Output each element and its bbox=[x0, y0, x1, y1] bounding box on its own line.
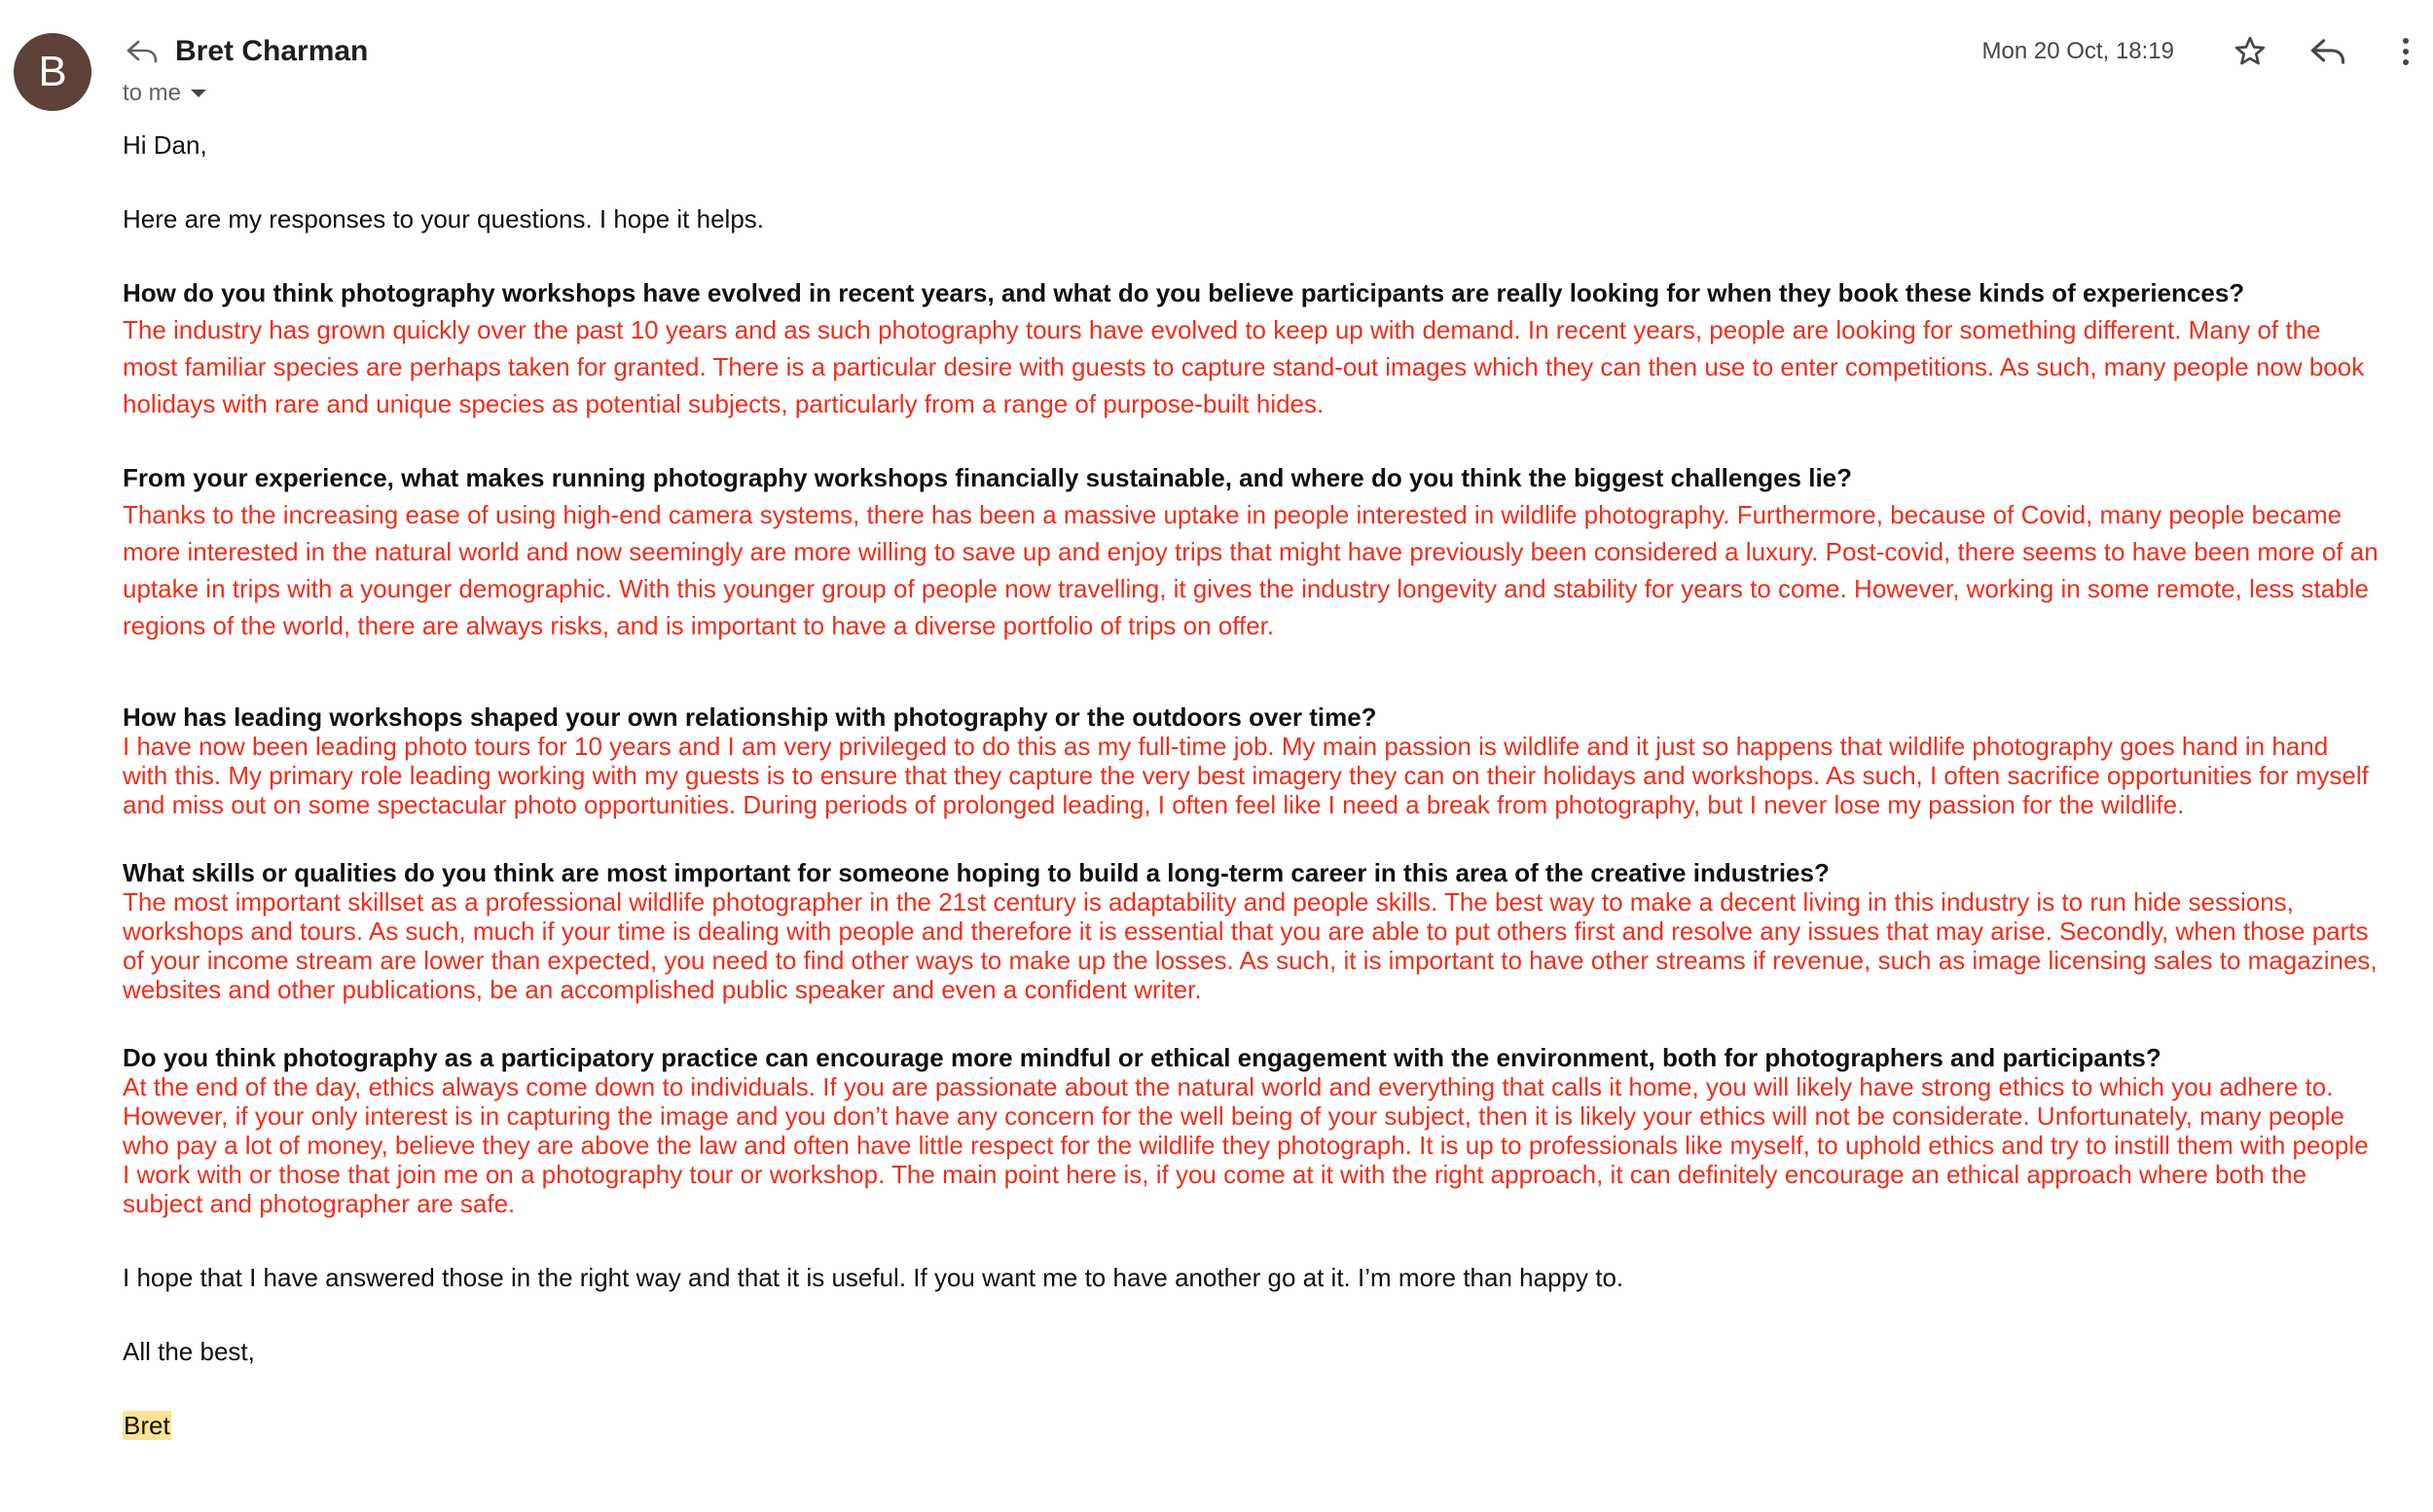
answer-3-line: I have now been leading photo tours for 10 years and I am very privileged to do this as my full-time job. My main passion is wildlife and it just so happens that wildlife photography goes hand in hand bbox=[123, 732, 2329, 761]
answer-4-line: of your income stream are lower than expected, you need to find other ways to make up the losses. As such, it is important to have other streams if revenue, such as image licensing sales to magazines, bbox=[123, 946, 2378, 975]
reply-icon[interactable] bbox=[2301, 27, 2355, 76]
greeting: Hi Dan, bbox=[123, 130, 207, 160]
answer-3-line: and miss out on some spectacular photo opportunities. During periods of prolonged leading, I often feel like I need a break from photography, but I never lose my passion for the wildlife. bbox=[123, 790, 2185, 819]
answer-5-line: I work with or those that join me on a photography tour or workshop. The main point here is, if you come at it with the right approach, it can definitely encourage an ethical approach where both the bbox=[123, 1160, 2307, 1189]
question-1: How do you think photography workshops have evolved in recent years, and what do you believe participants are really looking for when they book these kinds of experiences? bbox=[123, 278, 2245, 307]
sender-avatar[interactable] bbox=[14, 33, 91, 111]
message-actions bbox=[1982, 27, 2433, 76]
answer-2-line: more interested in the natural world and now seemingly are more willing to save up and enjoy trips that might have previously been considered a luxury. Post-covid, there seems to have been more of an bbox=[123, 537, 2379, 566]
answer-4-line: websites and other publications, be an accomplished public speaker and even a confident writer. bbox=[123, 975, 1202, 1004]
chevron-down-icon[interactable] bbox=[191, 90, 206, 97]
signature-line bbox=[123, 1407, 2410, 1444]
signoff: All the best, bbox=[123, 1337, 255, 1366]
question-3: How has leading workshops shaped your own relationship with photography or the outdoors over time? bbox=[123, 702, 1377, 732]
answer-5-line: who pay a lot of money, believe they are above the law and often have little respect for the wildlife they photograph. It is up to professionals like myself, to uphold ethics and try to instill them with people bbox=[123, 1131, 2369, 1160]
question-4: What skills or qualities do you think are most important for someone hoping to build a long-term career in this area of the creative industries? bbox=[123, 858, 1830, 887]
answer-2-line: regions of the world, there are always risks, and is important to have a diverse portfolio of trips on offer. bbox=[123, 611, 1275, 640]
answer-5-line: At the end of the day, ethics always come down to individuals. If you are passionate about the natural world and everything that calls it home, you will likely have strong ethics to which you adhere to. bbox=[123, 1072, 2334, 1101]
answer-1-line: The industry has grown quickly over the past 10 years and as such photography tours have evolved to keep up with demand. In recent years, people are looking for something different. Many of the bbox=[123, 315, 2321, 344]
answer-4-line: The most important skillset as a professional wildlife photographer in the 21st century is adaptability and people skills. The best way to make a decent living in this industry is to run hide sessions, bbox=[123, 887, 2294, 917]
answer-5-line: subject and photographer are safe. bbox=[123, 1189, 516, 1218]
intro-text: Here are my responses to your questions. I hope it helps. bbox=[123, 204, 765, 234]
email-body bbox=[123, 126, 2410, 1444]
answer-2-line: uptake in trips with a younger demographic. With this younger group of people now travelling, it gives the industry longevity and stability for years to come. However, working in some remote, less stable bbox=[123, 574, 2369, 603]
sender-row bbox=[123, 29, 368, 74]
signature: Bret bbox=[124, 1411, 170, 1440]
question-2: From your experience, what makes running photography workshops financially sustainable, and where do you think the biggest challenges lie? bbox=[123, 463, 1853, 492]
answer-1-line: most familiar species are perhaps taken for granted. There is a particular desire with guests to capture stand-out images which they can then use to enter competitions. As such, many people now book bbox=[123, 352, 2365, 381]
question-5: Do you think photography as a participatory practice can encourage more mindful or ethical engagement with the environment, both for photographers and participants? bbox=[123, 1043, 2161, 1072]
answer-4-line: workshops and tours. As such, much if your time is dealing with people and therefore it is essential that you are able to put others first and resolve any issues that may arise. Secondly, when those parts bbox=[123, 917, 2369, 946]
answer-1-line: holidays with rare and unique species as potential subjects, particularly from a range of purpose-built hides. bbox=[123, 389, 1325, 418]
answer-5-line: However, if your only interest is in capturing the image and you don’t have any concern for the well being of your subject, then it is likely your ethics will not be considerate. Unfortunately, many people bbox=[123, 1101, 2344, 1131]
answer-3-line: with this. My primary role leading working with my guests is to ensure that they capture the very best imagery they can on their holidays and workshops. As such, I often sacrifice opportunities for myself bbox=[123, 761, 2369, 790]
message-date: Mon 20 Oct, 18:19 bbox=[1981, 38, 2174, 64]
star-icon[interactable] bbox=[2223, 27, 2277, 76]
answer-2-line: Thanks to the increasing ease of using high-end camera systems, there has been a massive uptake in people interested in wildlife photography. Furthermore, because of Covid, many people became bbox=[123, 500, 2342, 529]
recipients-toggle[interactable] bbox=[123, 80, 368, 107]
closing-text: I hope that I have answered those in the right way and that it is useful. If you want me to have another go at it. I’m more than happy to. bbox=[123, 1263, 1624, 1292]
recipients-label: to me bbox=[123, 80, 182, 106]
replied-arrow-icon bbox=[123, 32, 162, 71]
avatar-letter: B bbox=[38, 48, 67, 95]
sender-info bbox=[123, 29, 368, 107]
more-vert-icon[interactable] bbox=[2379, 27, 2433, 76]
sender-name[interactable]: Bret Charman bbox=[175, 35, 369, 67]
